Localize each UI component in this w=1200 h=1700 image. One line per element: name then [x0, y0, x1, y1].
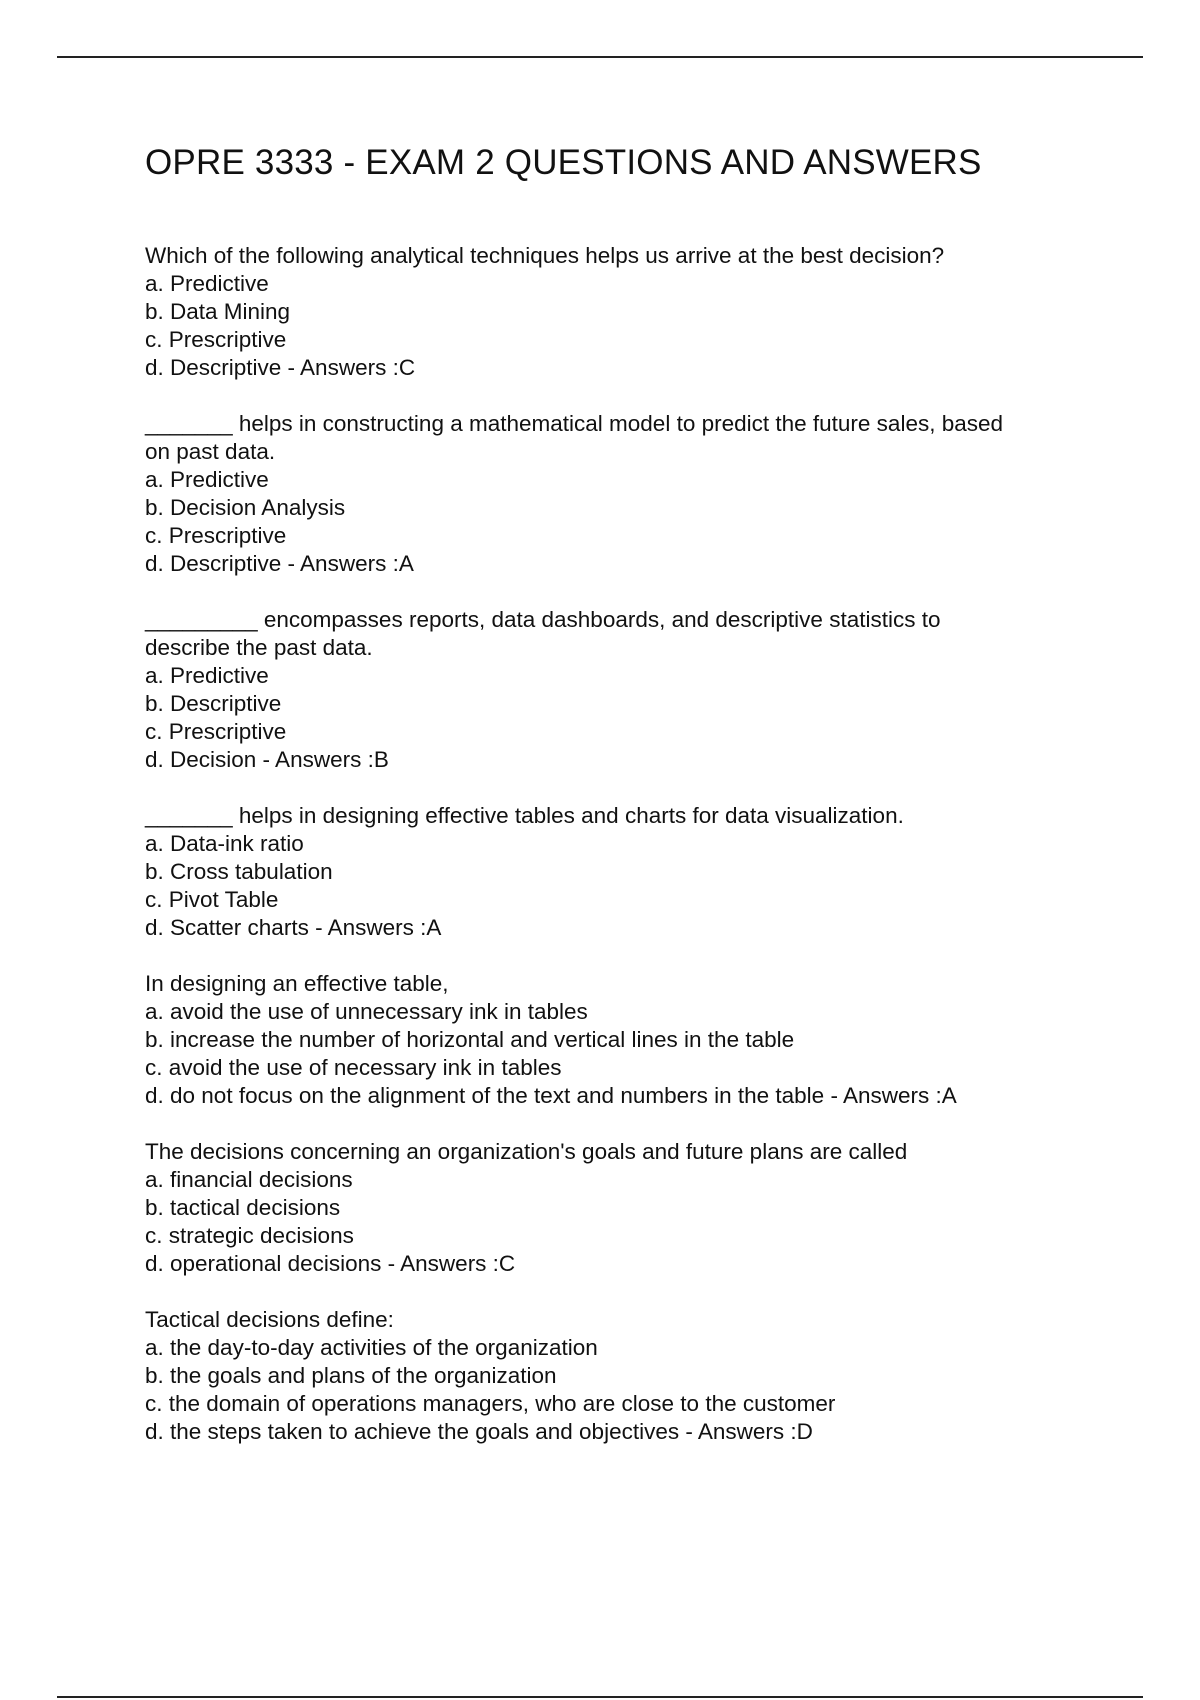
question-block-2 [145, 410, 1075, 578]
answer-option: a. avoid the use of unnecessary ink in tables [145, 999, 588, 1024]
answer-option-with-key: d. Descriptive - Answers :C [145, 355, 416, 380]
question-text: Tactical decisions define: [145, 1307, 394, 1332]
answer-option: c. Pivot Table [145, 887, 279, 912]
question-text-continued: on past data. [145, 439, 276, 464]
question-block-6 [145, 1138, 1075, 1278]
answer-option: a. Data-ink ratio [145, 831, 304, 856]
answer-option-with-key: d. Decision - Answers :B [145, 747, 389, 772]
answer-option-with-key: d. operational decisions - Answers :C [145, 1251, 516, 1276]
answer-option: b. Decision Analysis [145, 495, 346, 520]
answer-option: b. Cross tabulation [145, 859, 333, 884]
questions-list [145, 242, 1075, 1474]
question-block-7 [145, 1306, 1075, 1446]
question-text: _________ encompasses reports, data dashboards, and descriptive statistics to [145, 607, 941, 632]
answer-option: c. avoid the use of necessary ink in tables [145, 1055, 562, 1080]
answer-option: b. Data Mining [145, 299, 291, 324]
bottom-divider [57, 1696, 1143, 1698]
answer-option: c. strategic decisions [145, 1223, 354, 1248]
answer-option: c. the domain of operations managers, who are close to the customer [145, 1391, 836, 1416]
answer-option-with-key: d. Scatter charts - Answers :A [145, 915, 442, 940]
question-text: The decisions concerning an organization's goals and future plans are called [145, 1139, 908, 1164]
answer-option: a. Predictive [145, 663, 269, 688]
answer-option: a. financial decisions [145, 1167, 353, 1192]
question-text: _______ helps in constructing a mathematical model to predict the future sales, based [145, 411, 1004, 436]
answer-option: c. Prescriptive [145, 327, 287, 352]
question-text: In designing an effective table, [145, 971, 449, 996]
question-text: _______ helps in designing effective tables and charts for data visualization. [145, 803, 904, 828]
question-block-3 [145, 606, 1075, 774]
answer-option: b. tactical decisions [145, 1195, 341, 1220]
answer-option: c. Prescriptive [145, 523, 287, 548]
answer-option: a. the day-to-day activities of the organization [145, 1335, 598, 1360]
answer-option-with-key: d. the steps taken to achieve the goals and objectives - Answers :D [145, 1419, 813, 1444]
question-text-continued: describe the past data. [145, 635, 373, 660]
answer-option: b. the goals and plans of the organization [145, 1363, 557, 1388]
answer-option-with-key: d. do not focus on the alignment of the text and numbers in the table - Answers :A [145, 1083, 957, 1108]
top-divider [57, 56, 1143, 58]
question-text: Which of the following analytical techniques helps us arrive at the best decision? [145, 243, 945, 268]
answer-option: a. Predictive [145, 271, 269, 296]
answer-option: b. increase the number of horizontal and vertical lines in the table [145, 1027, 795, 1052]
question-block-1 [145, 242, 1075, 382]
answer-option: b. Descriptive [145, 691, 282, 716]
answer-option: a. Predictive [145, 467, 269, 492]
question-block-4 [145, 802, 1075, 942]
answer-option-with-key: d. Descriptive - Answers :A [145, 551, 414, 576]
answer-option: c. Prescriptive [145, 719, 287, 744]
document-title: OPRE 3333 - EXAM 2 QUESTIONS AND ANSWERS [145, 143, 982, 182]
question-block-5 [145, 970, 1075, 1110]
